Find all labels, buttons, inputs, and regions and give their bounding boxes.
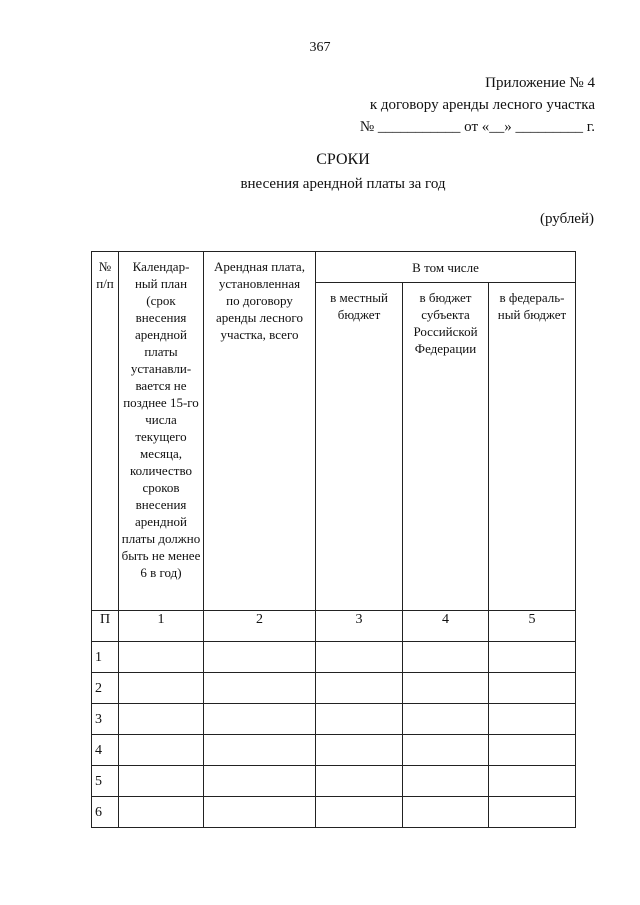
table-cell [403, 797, 489, 828]
header-federal-budget: в федераль- ный бюджет [489, 283, 576, 611]
column-number: 5 [489, 611, 576, 642]
table-cell [316, 704, 403, 735]
table-cell [119, 735, 204, 766]
page-number: 367 [309, 40, 331, 55]
table-row [92, 642, 576, 673]
row-index: 2 [92, 673, 119, 704]
table-cell [316, 642, 403, 673]
table-cell [119, 704, 204, 735]
table-cell [316, 797, 403, 828]
table-cell [204, 797, 316, 828]
table-cell [489, 642, 576, 673]
header-regional-budget: в бюджет субъекта Российской Федерации [403, 283, 489, 611]
table-cell [489, 766, 576, 797]
table-cell [204, 673, 316, 704]
table-row [92, 704, 576, 735]
table-cell [316, 766, 403, 797]
table-cell [403, 642, 489, 673]
appendix-contract-number: № ___________ от «__» _________ г. [359, 119, 595, 135]
table-cell [316, 673, 403, 704]
header-local-budget: в местный бюджет [316, 283, 403, 611]
table-row [92, 673, 576, 704]
header-calendar-plan: Календар- ный план (срок внесения арендной платы устанавли- вается не позднее 15-го числа текущего месяца, количество сроков внесения арендной платы должно быть не менее 6 в год) [119, 252, 204, 611]
table-cell [489, 673, 576, 704]
table-cell [204, 704, 316, 735]
appendix-contract: к договору аренды лесного участка [369, 97, 595, 113]
row-index: 5 [92, 766, 119, 797]
table-cell [204, 642, 316, 673]
header-row-1 [92, 252, 576, 283]
table-cell [403, 766, 489, 797]
table-cell [489, 735, 576, 766]
row-index: 3 [92, 704, 119, 735]
row-index: 1 [92, 642, 119, 673]
table-cell [204, 766, 316, 797]
row-index: 4 [92, 735, 119, 766]
units-label: (рублей) [539, 211, 594, 227]
column-number: 3 [316, 611, 403, 642]
table-row [92, 735, 576, 766]
table-row [92, 797, 576, 828]
appendix-header [360, 72, 595, 138]
table-cell [119, 673, 204, 704]
document-title: СРОКИ [316, 151, 370, 168]
column-number: 2 [204, 611, 316, 642]
column-number: П [92, 611, 119, 642]
table-cell [403, 673, 489, 704]
column-number: 4 [403, 611, 489, 642]
table-cell [316, 735, 403, 766]
table-cell [119, 766, 204, 797]
payment-schedule-table [91, 251, 576, 828]
header-rent-total: Арендная плата, установленная по договору аренды лесного участка, всего [204, 252, 316, 611]
table-cell [119, 797, 204, 828]
row-index: 6 [92, 797, 119, 828]
appendix-title: Приложение № 4 [485, 75, 595, 91]
table-cell [204, 735, 316, 766]
table-row [92, 766, 576, 797]
column-number: 1 [119, 611, 204, 642]
column-number-row [92, 611, 576, 642]
document-subtitle: внесения арендной платы за год [240, 176, 446, 192]
table-cell [403, 735, 489, 766]
table-cell [119, 642, 204, 673]
table-cell [489, 797, 576, 828]
table-cell [489, 704, 576, 735]
table-cell [403, 704, 489, 735]
header-number: № п/п [92, 252, 119, 611]
header-including: В том числе [316, 252, 576, 283]
